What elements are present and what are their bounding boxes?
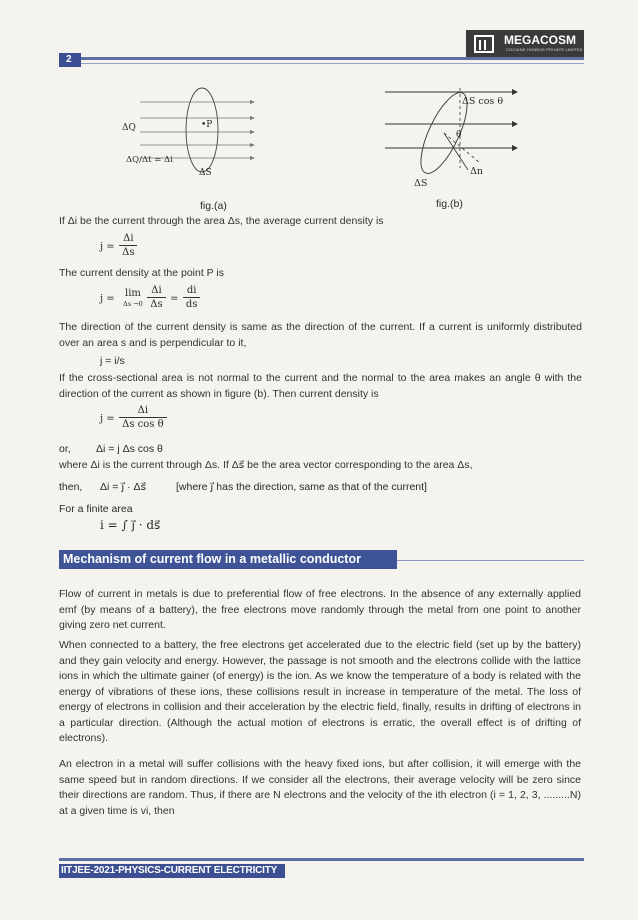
fig-a-label-ds: ΔS [199,168,212,178]
equation-oblique-density: j = $\frac{\Delta i}{\text{Δs cos θ}}$ [100,404,167,431]
body-paragraph-6: For a finite area [59,503,133,515]
body-paragraph-3: The direction of the current density is same as the direction of the current. If a current is uniformly distributed over an area s and is perpendicular to it, [59,321,582,349]
equation-current-cos: Δi = j Δs cos θ [96,443,163,455]
equation-point-density: j = lim Δs →0 $\frac{\Delta i}{\Delta s}$ = $\frac{di}{ds}$ [100,284,200,311]
fig-a-label-rate: ΔQ/Δt = Δi [126,155,173,165]
body-paragraph-1: If Δi be the current through the area Δs, the average current density is [59,215,384,227]
body-paragraph-4: If the cross-sectional area is not normal to the current and the normal to the area makes an angle θ with the direction of the current as shown in figure (b). Then current density is [59,372,582,400]
brand-logo [466,30,584,57]
equation-uniform-density: j = i/s [100,355,125,367]
header-rule [59,57,584,60]
body-paragraph-5: where Δi is the current through Δs. If Δs⃗ be the area vector corresponding to the area Δs, [59,459,473,471]
section-heading-rule [397,560,584,561]
fig-a-caption: fig.(a) [200,200,227,212]
fig-b-caption: fig.(b) [436,198,463,210]
equation-dot-product: Δi = j⃗ · Δs⃗ [100,481,147,493]
fig-b-label-ds: ΔS [414,178,428,189]
footer-rule [59,858,584,861]
equation-integral: i = ∫ j⃗ · ds⃗ [100,518,161,532]
brand-name: MEGACOSM [504,33,576,47]
fig-b-label-theta: θ [456,130,462,140]
fig-a-label-dq: ΔQ [122,123,136,133]
equation-average-density: j = $\frac{\Delta i}{\Delta s}$ [100,232,137,259]
section-paragraph-1: Flow of current in metals is due to preferential flow of free electrons. In the absence of any externally applied emf (by means of a battery), the free electrons move randomly through the metal from one point to another giving zero net current. [59,588,581,631]
section-paragraph-3: An electron in a metal will suffer collisions with the heavy fixed ions, but after collision, it will emerge with the same speed but in random directions. If we consider all the electrons, their average velocity will be zero since their directions are random. Thus, if there are N electrons and the velocity of the ith electron (i = 1, 2, 3, .........N) at a given time is vi, then [59,758,581,817]
fig-a-label-p: •P [201,120,213,130]
section-paragraph-2: When connected to a battery, the free electrons get accelerated due to the electric field (set up by the battery) and they gain velocity and energy. However, the passage is not smooth and the electrons collide with the lattice ions in which the ultimate gainer (of energy) is the ion. As we know the temperature of a body is related with the energy of vibrations of these ions, these collisions result in increase in temperature of the metal. The loss of energy of electrons in collision and their acceleration by the electric field, finally, results in drifting of electrons in a particular direction. (Although the actual motion of electrons is erratic, the overall effect is of drifting of electrons). [59,639,581,744]
equation-note: [where j⃗ has the direction, same as that of the current] [176,481,427,493]
figure-b [380,78,530,183]
page-number: 2 [66,54,72,65]
body-paragraph-2: The current density at the point P is [59,267,224,279]
brand-mark-icon [472,32,498,56]
equation-or-label: or, [59,443,71,455]
fig-b-label-dscos: ΔS cos θ [462,96,504,107]
equation-then-label: then, [59,481,83,493]
header-rule-thin [59,63,584,64]
brand-tagline: COCAINE HONDIIS PRIVATE LIMITED [506,47,583,52]
fig-b-label-dn: Δn [470,166,483,177]
section-heading: Mechanism of current flow in a metallic conductor [63,552,361,566]
footer-label: IITJEE-2021-PHYSICS-CURRENT ELECTRICITY [61,865,278,876]
